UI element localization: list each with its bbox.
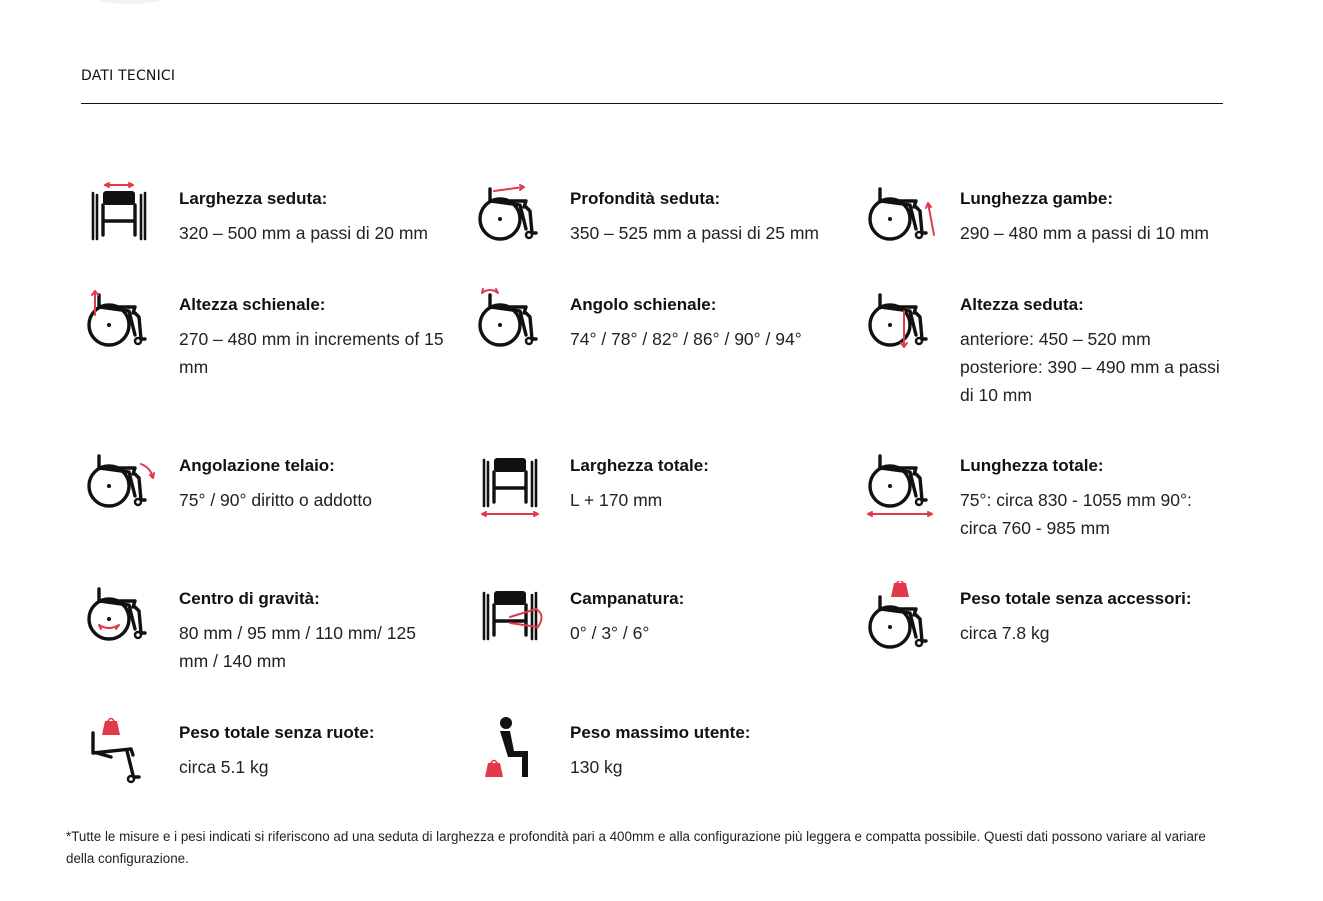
- wheelchair-front-total-width-icon: [474, 448, 550, 520]
- spec-label: Larghezza totale:: [570, 456, 709, 475]
- seated-person-weight-icon: [474, 715, 550, 787]
- spec-label: Larghezza seduta:: [179, 189, 328, 208]
- wheelchair-side-total-length-icon: [864, 448, 940, 520]
- spec-value: 75° / 90° diritto o addotto: [179, 490, 373, 510]
- spec-label: Lunghezza gambe:: [960, 189, 1114, 208]
- section-title: DATI TECNICI: [81, 68, 176, 84]
- spec-label: Campanatura:: [570, 589, 685, 608]
- spec-label: Angolazione telaio:: [179, 456, 335, 475]
- footnote: *Tutte le misure e i pesi indicati si riferiscono ad una seduta di larghezza e profondità pari a 400mm e alla configurazione più leggera e compatta possibile. Questi dati possono variare al variare della configurazione.: [66, 829, 1206, 867]
- spec-label: Lunghezza totale:: [960, 456, 1104, 475]
- spec-label: Altezza schienale:: [179, 295, 326, 314]
- spec-value: 80 mm / 95 mm / 110 mm/ 125 mm / 140 mm: [179, 623, 416, 671]
- spec-value: 0° / 3° / 6°: [570, 623, 650, 643]
- wheelchair-frame-weight-icon: [83, 715, 159, 787]
- spec-value: anteriore: 450 – 520 mm posteriore: 390 – 490 mm a passi di 10 mm: [960, 329, 1220, 405]
- logo: [60, 0, 200, 8]
- spec-value: circa 7.8 kg: [960, 623, 1050, 643]
- spec-value: L + 170 mm: [570, 490, 663, 510]
- wheelchair-weight-icon: [864, 581, 940, 653]
- spec-max-user-weight: [570, 723, 940, 781]
- spec-label: Centro di gravità:: [179, 589, 320, 608]
- divider: [81, 103, 1223, 104]
- spec-label: Peso totale senza accessori:: [960, 589, 1192, 608]
- spec-value: 130 kg: [570, 757, 623, 777]
- spec-value: 320 – 500 mm a passi di 20 mm: [179, 223, 429, 243]
- spec-label: Peso massimo utente:: [570, 723, 751, 742]
- spec-value: circa 5.1 kg: [179, 757, 269, 777]
- spec-label: Profondità seduta:: [570, 189, 721, 208]
- spec-value: 74° / 78° / 82° / 86° / 90° / 94°: [570, 329, 802, 349]
- spec-seat-height: [960, 295, 1323, 409]
- wheelchair-side-frame-angle-icon: [83, 448, 159, 520]
- spec-label: Angolo schienale:: [570, 295, 717, 314]
- spec-leg-length: [960, 189, 1323, 247]
- spec-label: Peso totale senza ruote:: [179, 723, 375, 742]
- spec-label: Altezza seduta:: [960, 295, 1084, 314]
- wheelchair-side-leg-length-icon: [864, 181, 940, 253]
- wheelchair-front-camber-icon: [474, 581, 550, 653]
- spec-value: 350 – 525 mm a passi di 25 mm: [570, 223, 820, 243]
- wheelchair-side-backrest-height-icon: [83, 287, 159, 359]
- wheelchair-side-center-of-gravity-icon: [83, 581, 159, 653]
- spec-total-weight: [960, 589, 1323, 647]
- wheelchair-side-seat-depth-icon: [474, 181, 550, 253]
- spec-total-length: [960, 456, 1323, 542]
- spec-value: 270 – 480 mm in increments of 15 mm: [179, 329, 444, 377]
- wheelchair-side-seat-height-icon: [864, 287, 940, 359]
- wheelchair-front-seat-width-icon: [83, 181, 159, 253]
- wheelchair-side-backrest-angle-icon: [474, 287, 550, 359]
- spec-value: 75°: circa 830 - 1055 mm 90°: circa 760 - 985 mm: [960, 490, 1192, 538]
- spec-value: 290 – 480 mm a passi di 10 mm: [960, 223, 1210, 243]
